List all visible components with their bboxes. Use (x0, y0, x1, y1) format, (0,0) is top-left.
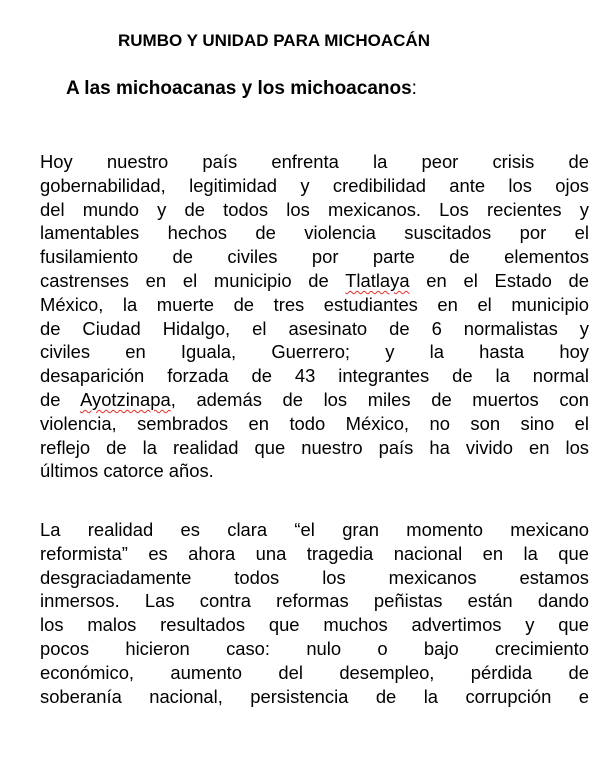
salutation-colon: : (411, 78, 417, 99)
paragraph-line (40, 459, 589, 483)
paragraph-line (40, 317, 589, 341)
line-text: los malos resultados que muchos advertimos y que (40, 614, 589, 636)
line-text: fusilamiento de civiles por parte de elementos (40, 246, 589, 268)
line-text: reflejo de la realidad que nuestro país ha vivido en los (40, 436, 589, 458)
line-text: desgraciadamente todos los mexicanos estamos (40, 566, 589, 588)
line-text: gobernabilidad, legitimidad y credibilidad ante los ojos (40, 174, 589, 196)
paragraph-line (40, 637, 589, 661)
line-text: en el Estado de (409, 269, 589, 291)
line-text: reformista” es ahora una tragedia nacional en la que (40, 542, 589, 564)
paragraph-line (40, 518, 589, 542)
paragraph-line (40, 221, 589, 245)
line-text: La realidad es clara “el gran momento mexicano (40, 519, 589, 540)
line-text: Hoy nuestro país enfrenta la peor crisis de (40, 151, 589, 172)
line-text: inmersos. Las contra reformas peñistas están dando (40, 590, 589, 612)
paragraph-line (40, 364, 589, 388)
paragraph-line (40, 293, 589, 317)
spelling-flagged-word: Ayotzinapa (80, 388, 171, 410)
paragraph-line (40, 566, 589, 590)
line-text: civiles en Iguala, Guerrero; y la hasta hoy (40, 341, 589, 363)
line-text: violencia, sembrados en todo México, no son sino el (40, 412, 589, 434)
line-text: económico, aumento del desempleo, pérdida de (40, 661, 589, 683)
paragraph-line (40, 412, 589, 436)
line-text: de Ciudad Hidalgo, el asesinato de 6 normalistas y (40, 317, 589, 339)
paragraph-line (40, 661, 589, 685)
body-paragraph-2 (40, 518, 589, 708)
line-text: desaparición forzada de 43 integrantes de la normal (40, 365, 589, 387)
paragraph-line (40, 340, 589, 364)
line-text: pocos hicieron caso: nulo o bajo crecimiento (40, 637, 589, 659)
paragraph-line (40, 198, 589, 222)
line-text: castrenses en el municipio de (40, 269, 346, 291)
salutation (66, 77, 417, 101)
line-text: México, la muerte de tres estudiantes en el municipio (40, 293, 589, 315)
body-paragraph-1 (40, 150, 589, 483)
spelling-flagged-word: Tlatlaya (345, 269, 410, 291)
paragraph-line (40, 685, 589, 709)
paragraph-line (40, 436, 589, 460)
line-text: , además de los miles de muertos con (170, 388, 589, 410)
paragraph-line (40, 589, 589, 613)
paragraph-line (40, 613, 589, 637)
paragraph-line (40, 388, 589, 412)
paragraph-line (40, 542, 589, 566)
line-text: últimos catorce años. (40, 460, 214, 482)
paragraph-line (40, 245, 589, 269)
paragraph-line (40, 269, 589, 293)
document-title: RUMBO Y UNIDAD PARA MICHOACÁN (118, 31, 430, 50)
paragraph-line (40, 150, 589, 174)
line-text: lamentables hechos de violencia suscitados por el (40, 222, 589, 244)
paragraph-line (40, 174, 589, 198)
line-text: de (40, 388, 81, 410)
line-text: del mundo y de todos los mexicanos. Los recientes y (40, 198, 589, 220)
salutation-text: A las michoacanas y los michoacanos (66, 78, 412, 99)
line-text: soberanía nacional, persistencia de la corrupción e (40, 685, 589, 707)
